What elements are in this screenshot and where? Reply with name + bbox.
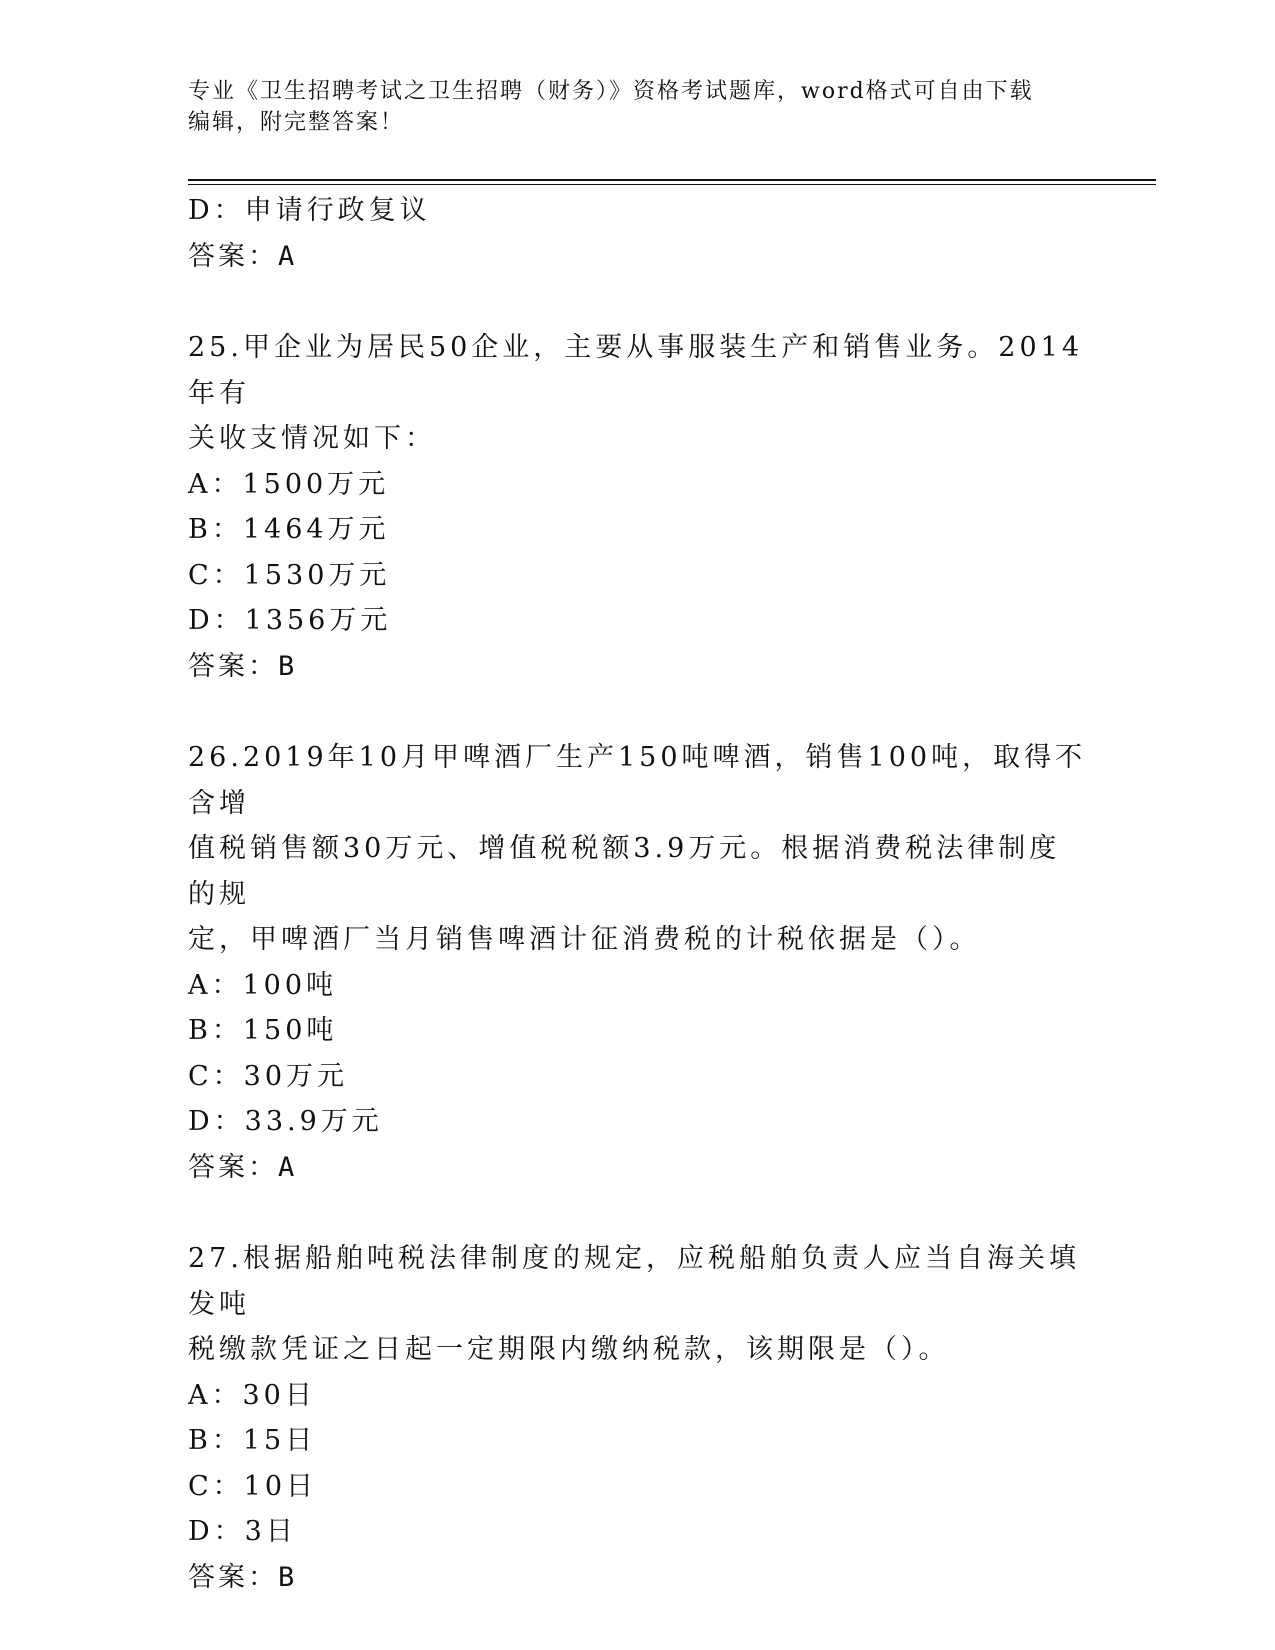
option-b: B：1464万元: [188, 514, 390, 545]
header-line-2: 编辑，附完整答案！: [188, 110, 405, 135]
answer-value: A: [278, 240, 298, 272]
option-d: D：申请行政复议: [188, 195, 431, 226]
answer-value: A: [278, 1151, 298, 1183]
prev-question: [188, 188, 1088, 279]
question-text-line: 值税销售额30万元、增值税税额3.9万元。根据消费税法律制度的规: [188, 833, 1061, 910]
option-b: B：150吨: [188, 1015, 338, 1046]
answer-value: B: [278, 650, 298, 682]
answer-line: [188, 644, 1088, 690]
option-a: A：1500万元: [188, 468, 390, 500]
answer-label: 答案：: [188, 240, 278, 272]
question-text-line: 26.2019年10月甲啤酒厂生产150吨啤酒，销售100吨，取得不含增: [188, 742, 1087, 819]
option-d: D：33.9万元: [188, 1106, 383, 1137]
spacer: [188, 1190, 1088, 1236]
answer-line: [188, 1145, 1088, 1191]
answer-label: 答案：: [188, 650, 278, 682]
question-text-line: 税缴款凭证之日起一定期限内缴纳税款，该期限是（）。: [188, 1334, 950, 1365]
answer-label: 答案：: [188, 1561, 278, 1593]
document-body: [188, 188, 1088, 1600]
question-text-line: 关收支情况如下：: [188, 423, 436, 454]
question-text-line: 27.根据船舶吨税法律制度的规定，应税船舶负责人应当自海关填发吨: [188, 1243, 1080, 1320]
option-c: C：10日: [188, 1470, 318, 1502]
answer-line: [188, 234, 1088, 280]
question-27: [188, 1236, 1088, 1600]
header-line-1: 专业《卫生招聘考试之卫生招聘（财务）》资格考试题库，word格式可自由下载: [188, 79, 1034, 104]
option-b: B：15日: [188, 1425, 317, 1456]
option-d: D：3日: [188, 1516, 297, 1547]
option-a: A：30日: [188, 1379, 316, 1411]
question-25: [188, 325, 1088, 689]
header-divider-thin: [188, 184, 1156, 185]
question-text-line: 定，甲啤酒厂当月销售啤酒计征消费税的计税依据是（）。: [188, 924, 981, 955]
option-a: A：100吨: [188, 969, 338, 1001]
document-header: [188, 76, 1088, 138]
answer-label: 答案：: [188, 1151, 278, 1183]
answer-value: B: [278, 1561, 298, 1593]
question-text-line: 25.甲企业为居民50企业，主要从事服装生产和销售业务。2014年有: [188, 332, 1084, 409]
option-d: D：1356万元: [188, 605, 392, 636]
option-c: C：30万元: [188, 1060, 349, 1092]
spacer: [188, 279, 1088, 325]
spacer: [188, 689, 1088, 735]
question-26: [188, 735, 1088, 1190]
answer-line: [188, 1555, 1088, 1601]
header-divider-thick: [188, 179, 1156, 181]
option-c: C：1530万元: [188, 559, 391, 591]
